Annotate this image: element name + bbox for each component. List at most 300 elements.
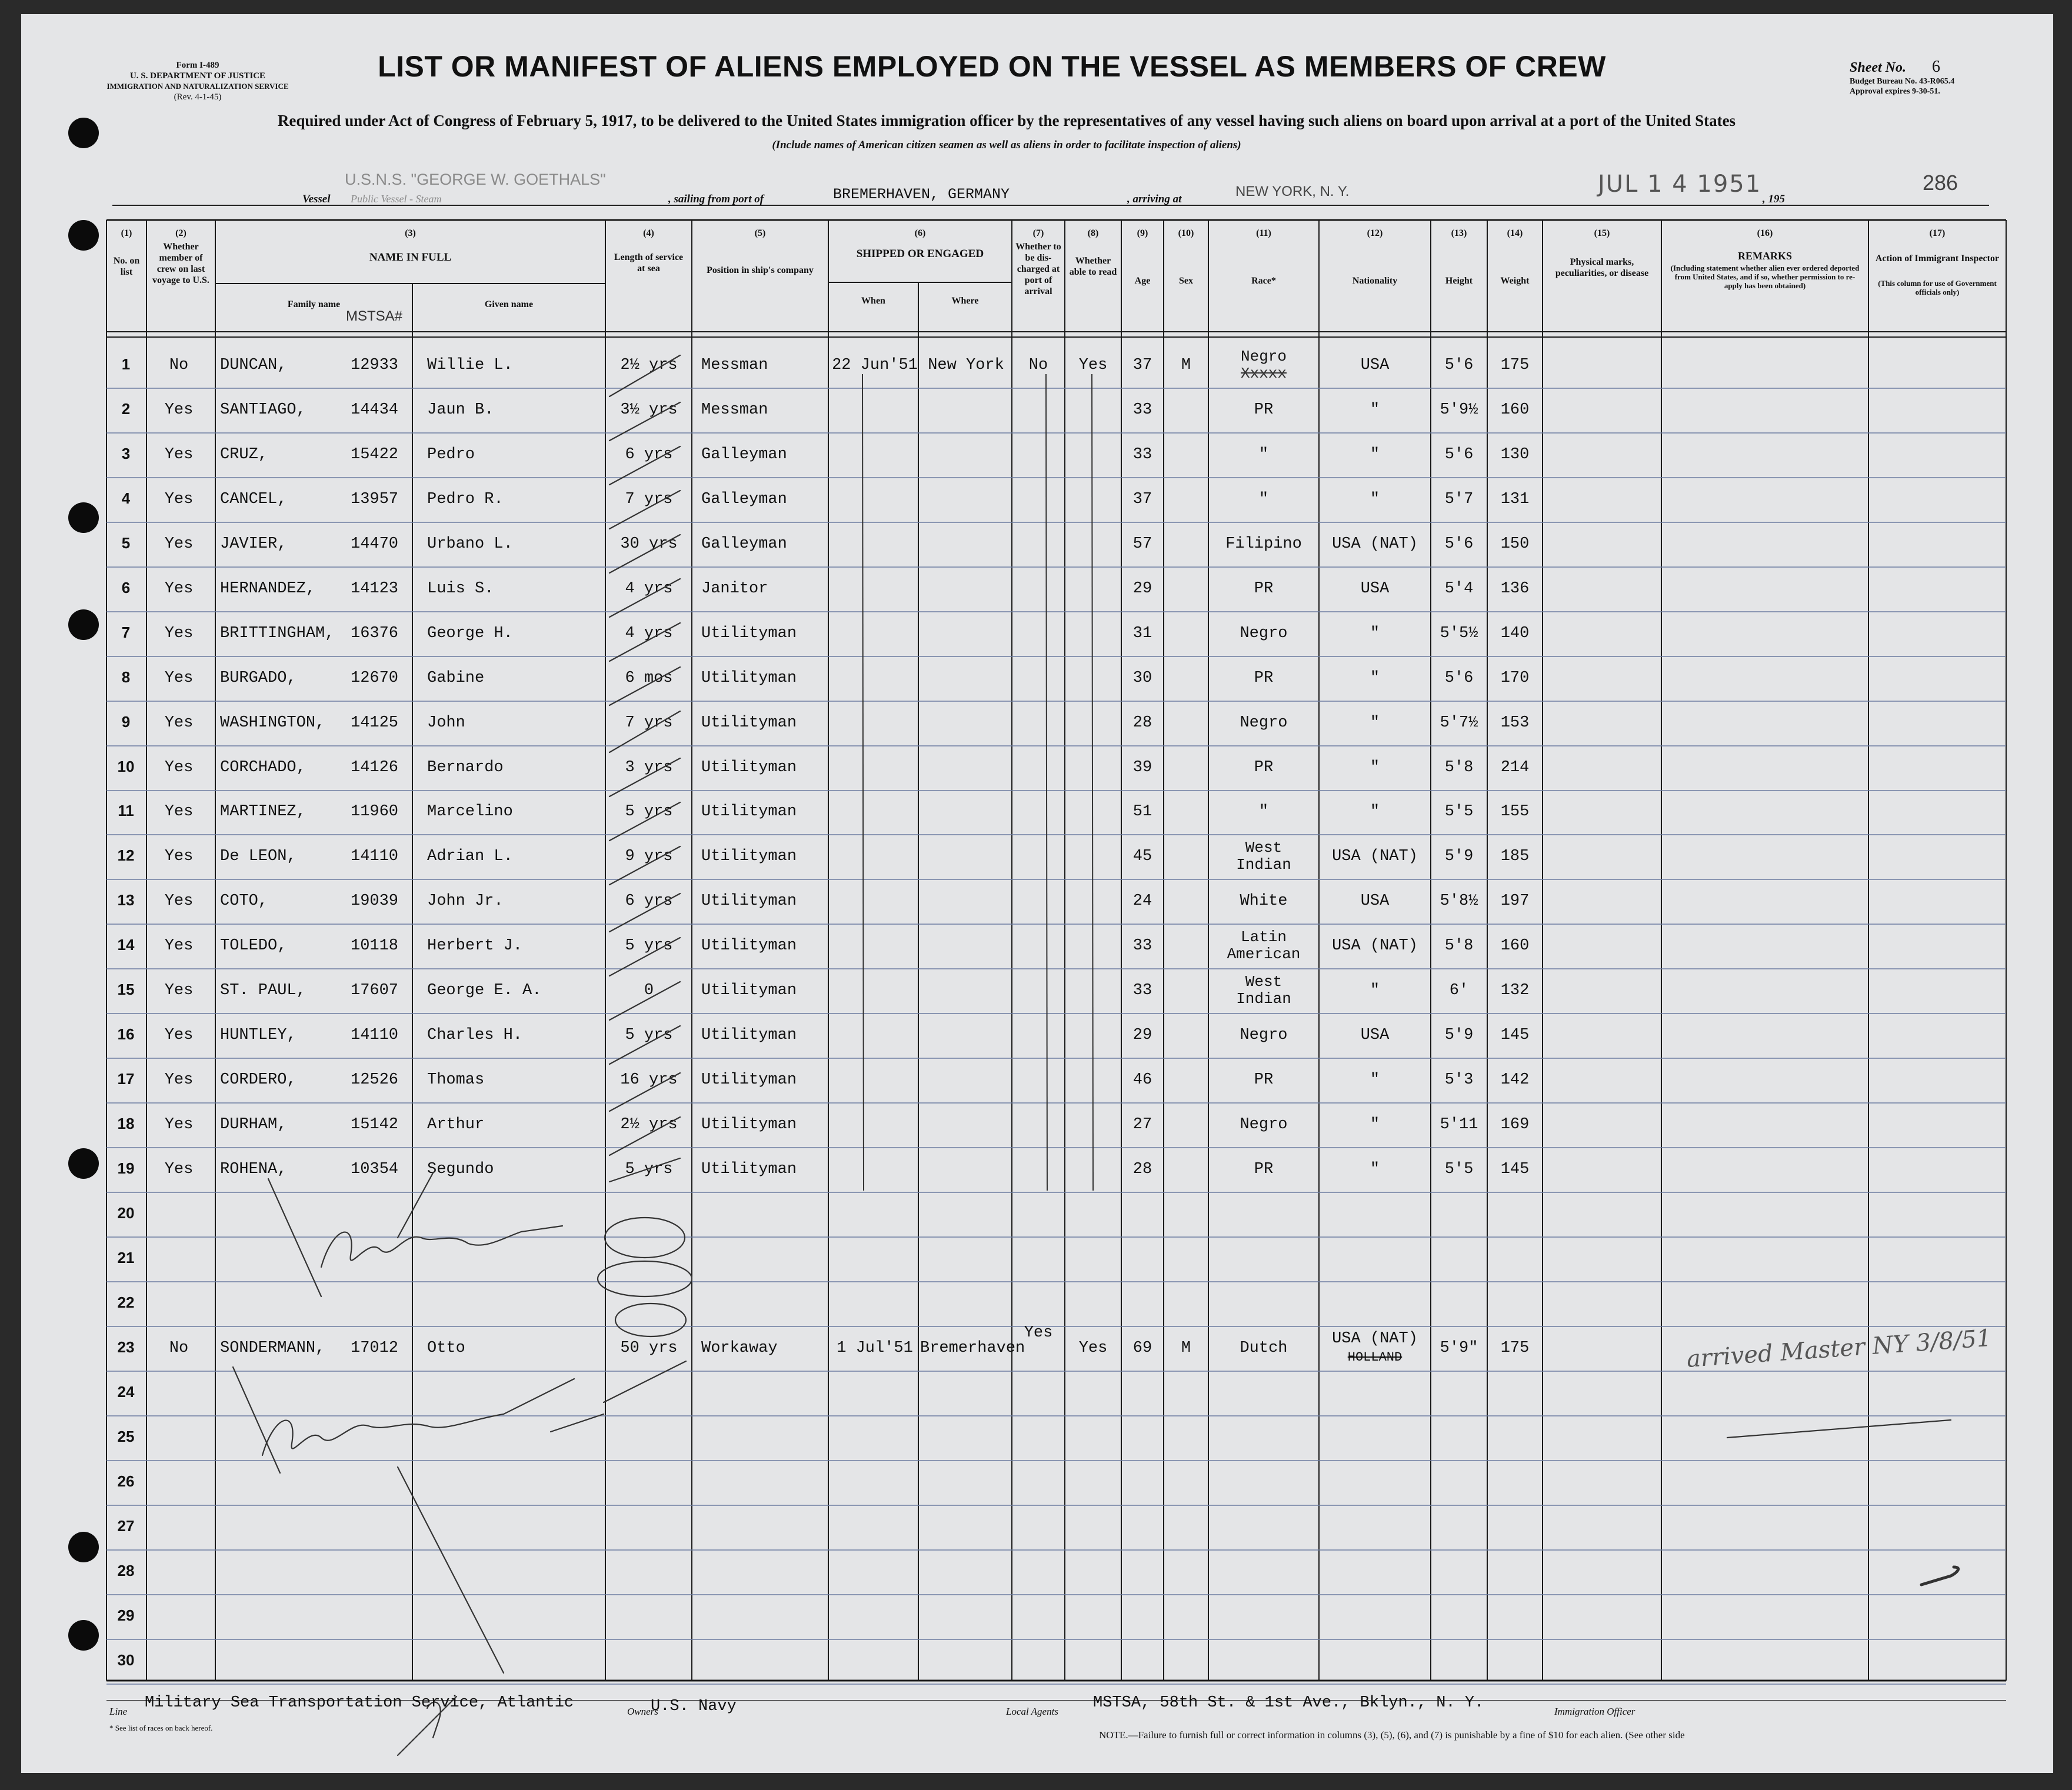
cell-service: 30 yrs xyxy=(620,535,678,553)
row-number: 21 xyxy=(117,1249,135,1266)
cell-nationality: " xyxy=(1370,803,1380,821)
form-dept: U. S. DEPARTMENT OF JUSTICE xyxy=(129,71,266,81)
cell-age: 51 xyxy=(1132,803,1152,821)
col4-num: (4) xyxy=(643,228,654,238)
row-number: 25 xyxy=(117,1428,135,1445)
cell-race-line2: Indian xyxy=(1236,990,1291,1008)
cell-service: 5 yrs xyxy=(625,937,673,955)
cell-family: CRUZ, xyxy=(220,446,268,464)
cell-given: Segundo xyxy=(427,1161,494,1178)
cell-family: ROHENA, xyxy=(220,1161,287,1178)
row-number: 14 xyxy=(117,936,135,954)
col5-num: (5) xyxy=(754,228,766,238)
row-number: 17 xyxy=(117,1070,135,1088)
col13-header: Height xyxy=(1445,276,1473,286)
cell-height: 6' xyxy=(1449,982,1469,999)
cell-age: 37 xyxy=(1132,491,1152,508)
cell-service: 5 yrs xyxy=(625,1161,673,1178)
cell-position: Janitor xyxy=(701,580,768,598)
cell-weight: 169 xyxy=(1500,1116,1530,1134)
cell-nationality: USA (NAT) xyxy=(1332,1330,1418,1348)
cell-given: George E. A. xyxy=(427,982,542,999)
col10-header: Sex xyxy=(1179,276,1193,286)
cell-mstsa: 14110 xyxy=(351,848,399,865)
cell-race-line1: White xyxy=(1240,892,1288,910)
cell-height: 5'7 xyxy=(1444,491,1474,508)
cell-family: TOLEDO, xyxy=(220,937,287,955)
cell-mstsa: 10118 xyxy=(351,937,399,955)
cell-nationality: " xyxy=(1370,982,1380,999)
cell-position: Utilityman xyxy=(701,982,797,999)
cell-weight: 214 xyxy=(1500,759,1530,776)
cell-race-line1: " xyxy=(1258,491,1269,508)
cell-service: 3 yrs xyxy=(625,759,673,776)
date-stamp: JUL 1 4 1951 xyxy=(1598,171,1762,198)
cell-height: 5'7½ xyxy=(1440,714,1478,732)
row-number: 1 xyxy=(121,355,131,373)
cell-position: Utilityman xyxy=(701,759,797,776)
cell-given: Pedro R. xyxy=(427,491,504,508)
cell-race-line1: Latin xyxy=(1240,928,1287,946)
row-number: 29 xyxy=(117,1606,135,1624)
cell-nationality: " xyxy=(1370,625,1380,642)
cell-given: Pedro xyxy=(427,446,475,464)
cell-height: 5'8 xyxy=(1444,937,1474,955)
cell-position: Utilityman xyxy=(701,669,797,687)
cell-nationality-struck: HOLLAND xyxy=(1347,1350,1403,1365)
cell-race-line1: Negro xyxy=(1240,714,1288,732)
col16-header: REMARKS xyxy=(1737,250,1792,262)
cell-nationality: " xyxy=(1370,759,1380,776)
cell-family: ST. PAUL, xyxy=(220,982,306,999)
cell-mstsa: 10354 xyxy=(351,1161,399,1178)
cell-prev: Yes xyxy=(164,535,194,553)
cell-race-line1: PR xyxy=(1254,1161,1274,1178)
cell-age: 57 xyxy=(1132,535,1152,553)
cell-service: 7 yrs xyxy=(625,714,673,732)
cell-age: 46 xyxy=(1132,1071,1152,1089)
cell-age: 28 xyxy=(1132,714,1152,732)
cell-height: 5'8½ xyxy=(1440,892,1478,910)
cell-nationality: " xyxy=(1370,669,1380,687)
cell-mstsa: 15142 xyxy=(351,1116,399,1134)
approval-note: Approval expires 9-30-51. xyxy=(1850,87,1940,96)
cell-family: MARTINEZ, xyxy=(220,803,306,821)
col1-header: No. on list xyxy=(113,256,140,277)
vessel-label: Vessel xyxy=(302,193,331,205)
cell-family: CORCHADO, xyxy=(220,759,306,776)
footer-agents-label: Local Agents xyxy=(1006,1706,1058,1717)
cell-service: 6 mos xyxy=(625,669,673,687)
cell-age: 33 xyxy=(1132,982,1152,999)
cell-given: George H. xyxy=(427,625,513,642)
cell-race-line1: " xyxy=(1258,446,1269,464)
cell-given: Adrian L. xyxy=(427,848,513,865)
cell-race-line1: West xyxy=(1245,973,1282,991)
cell-service: 5 yrs xyxy=(625,1026,673,1044)
cell-prev: Yes xyxy=(164,848,194,865)
cell-weight: 150 xyxy=(1500,535,1530,553)
col6-where-header: Where xyxy=(951,296,979,306)
cell-mstsa: 12670 xyxy=(351,669,399,687)
row-number: 8 xyxy=(121,668,131,686)
col7-num: (7) xyxy=(1032,228,1044,238)
cell-race-line1: Filipino xyxy=(1225,535,1302,553)
form-service: IMMIGRATION AND NATURALIZATION SERVICE xyxy=(106,82,289,91)
cell-height: 5'9½ xyxy=(1440,401,1478,419)
cell-height: 5'6 xyxy=(1444,356,1474,374)
cell-given: Jaun B. xyxy=(427,401,494,419)
col17-num: (17) xyxy=(1929,228,1946,238)
cell-read: Yes xyxy=(1078,356,1108,374)
col16-num: (16) xyxy=(1757,228,1773,238)
cell-weight: 131 xyxy=(1500,491,1530,508)
col15-header: Physical marks, peculiarities, or disease xyxy=(1555,257,1649,278)
page-stamp: 286 xyxy=(1923,171,1958,195)
cell-position: Galleyman xyxy=(701,491,787,508)
cell-prev: Yes xyxy=(164,1161,194,1178)
cell-position: Utilityman xyxy=(701,892,797,910)
cell-family: COTO, xyxy=(220,892,268,910)
cell-prev: Yes xyxy=(164,803,194,821)
cell-given: John Jr. xyxy=(427,892,504,910)
cell-race-line1: " xyxy=(1258,803,1269,821)
cell-service: 9 yrs xyxy=(625,848,673,865)
cell-family: BRITTINGHAM, xyxy=(220,625,335,642)
sailing-port: BREMERHAVEN, GERMANY xyxy=(833,186,1010,203)
cell-prev: Yes xyxy=(164,937,194,955)
cell-race-line1: PR xyxy=(1254,401,1274,419)
cell-weight: 175 xyxy=(1500,1339,1530,1357)
cell-mstsa: 14126 xyxy=(351,759,399,776)
row-number: 30 xyxy=(117,1651,135,1669)
cell-race-line2: Indian xyxy=(1236,856,1291,874)
cell-prev: No xyxy=(169,1339,189,1357)
col6-header: SHIPPED OR ENGAGED xyxy=(856,248,984,260)
row-number: 7 xyxy=(121,624,131,641)
footer-note: NOTE.—Failure to furnish full or correct information in columns (3), (5), (6), and (7) is punishable by a fine of $10 for each alien. (See other side xyxy=(1099,1729,1685,1741)
cell-height: 5'3 xyxy=(1444,1071,1474,1089)
cell-service: 2½ yrs xyxy=(620,1116,678,1134)
cell-weight: 145 xyxy=(1500,1161,1530,1178)
cell-height: 5'6 xyxy=(1444,535,1474,553)
cell-service: 6 yrs xyxy=(625,892,673,910)
col11-header: Race* xyxy=(1251,276,1276,286)
cell-mstsa: 15422 xyxy=(351,446,399,464)
cell-position: Messman xyxy=(701,356,768,374)
remark-handwriting: arrived Master NY 3/8/51 xyxy=(1685,1324,1993,1373)
row-number: 28 xyxy=(117,1562,135,1579)
col4-header: Length of service at sea xyxy=(614,252,684,274)
cell-nationality: " xyxy=(1370,401,1380,419)
page-title: LIST OR MANIFEST OF ALIENS EMPLOYED ON THE VESSEL AS MEMBERS OF CREW xyxy=(378,50,1606,83)
col3-family-header: Family name xyxy=(287,299,341,309)
cell-mstsa: 17607 xyxy=(351,982,399,999)
cell-family: JAVIER, xyxy=(220,535,287,553)
cell-mstsa: 19039 xyxy=(351,892,399,910)
col16-note: (Including statement whether alien ever ordered deported from United States, and if so, whether permission to re-apply has been obtained) xyxy=(1670,264,1860,290)
cell-nationality: USA (NAT) xyxy=(1332,848,1418,865)
cell-age: 24 xyxy=(1132,892,1152,910)
cell-family: DUNCAN, xyxy=(220,356,287,374)
sheet-number: 6 xyxy=(1932,58,1940,76)
cell-mstsa: 14110 xyxy=(351,1026,399,1044)
cell-height: 5'6 xyxy=(1444,446,1474,464)
row-number: 13 xyxy=(117,891,135,909)
cell-position: Utilityman xyxy=(701,803,797,821)
cell-height: 5'5 xyxy=(1444,1161,1474,1178)
cell-where: Bremerhaven xyxy=(920,1339,1025,1357)
col1-num: (1) xyxy=(121,228,132,238)
cell-service: 0 xyxy=(644,982,654,999)
col8-header: Whether able to read xyxy=(1069,256,1117,277)
cell-given: Thomas xyxy=(427,1071,485,1089)
cell-age: 45 xyxy=(1132,848,1152,865)
cell-age: 39 xyxy=(1132,759,1152,776)
cell-position: Utilityman xyxy=(701,714,797,732)
cell-height: 5'8 xyxy=(1444,759,1474,776)
cell-age: 29 xyxy=(1132,1026,1152,1044)
cell-sex: M xyxy=(1181,356,1191,374)
cell-race-line1: PR xyxy=(1254,669,1274,687)
row-number: 6 xyxy=(121,579,131,596)
col14-header: Weight xyxy=(1500,276,1530,286)
sheet-label: Sheet No. xyxy=(1850,60,1906,75)
cell-position: Utilityman xyxy=(701,1161,797,1178)
col11-num: (11) xyxy=(1256,228,1271,238)
cell-family: SANTIAGO, xyxy=(220,401,306,419)
cell-position: Utilityman xyxy=(701,1116,797,1134)
cell-weight: 132 xyxy=(1500,982,1530,999)
cell-prev: Yes xyxy=(164,982,194,999)
cell-prev: Yes xyxy=(164,1026,194,1044)
cell-nationality: " xyxy=(1370,1071,1380,1089)
cell-discharge: No xyxy=(1028,356,1048,374)
cell-service: 3½ yrs xyxy=(620,401,678,419)
cell-position: Utilityman xyxy=(701,625,797,642)
cell-weight: 160 xyxy=(1500,401,1530,419)
footer-officer-label: Immigration Officer xyxy=(1554,1706,1635,1717)
cell-nationality: " xyxy=(1370,1161,1380,1178)
cell-sex: M xyxy=(1181,1339,1191,1357)
vessel-subtype: Public Vessel - Steam xyxy=(351,193,442,205)
cell-nationality: USA xyxy=(1360,892,1390,910)
cell-weight: 155 xyxy=(1500,803,1530,821)
footer-owners-value: U.S. Navy xyxy=(651,1698,737,1715)
cell-position: Utilityman xyxy=(701,848,797,865)
cell-prev: Yes xyxy=(164,759,194,776)
cell-nationality: USA xyxy=(1360,356,1390,374)
col9-header: Age xyxy=(1134,276,1151,286)
cell-weight: 153 xyxy=(1500,714,1530,732)
cell-position: Galleyman xyxy=(701,535,787,553)
row-number: 9 xyxy=(121,713,131,731)
cell-given: Arthur xyxy=(427,1116,485,1134)
cell-prev: Yes xyxy=(164,446,194,464)
row-number: 3 xyxy=(121,445,131,462)
cell-mstsa: 14123 xyxy=(351,580,399,598)
cell-prev: Yes xyxy=(164,625,194,642)
cell-weight: 142 xyxy=(1500,1071,1530,1089)
row-number: 23 xyxy=(117,1338,135,1356)
cell-race-line2: Xxxxx xyxy=(1240,365,1287,382)
row-number: 18 xyxy=(117,1115,135,1132)
row-number: 26 xyxy=(117,1472,135,1490)
cell-nationality: USA xyxy=(1360,1026,1390,1044)
cell-prev: Yes xyxy=(164,1071,194,1089)
row-number: 10 xyxy=(117,758,135,775)
cell-when: 1 Jul'51 xyxy=(837,1339,913,1357)
pen-marks xyxy=(21,14,2053,1773)
footer-agents-value: MSTSA, 58th St. & 1st Ave., Bklyn., N. Y. xyxy=(1093,1694,1484,1712)
cell-height: 5'9" xyxy=(1440,1339,1478,1357)
cell-height: 5'4 xyxy=(1444,580,1474,598)
row-number: 2 xyxy=(121,400,131,418)
col14-num: (14) xyxy=(1507,228,1523,238)
col12-num: (12) xyxy=(1367,228,1383,238)
cell-prev: No xyxy=(169,356,189,374)
cell-nationality: " xyxy=(1370,1116,1380,1134)
col15-num: (15) xyxy=(1594,228,1610,238)
cell-given: Willie L. xyxy=(427,356,513,374)
cell-height: 5'5 xyxy=(1444,803,1474,821)
cell-family: BURGADO, xyxy=(220,669,297,687)
cell-mstsa: 17012 xyxy=(351,1339,399,1357)
cell-race-line1: Negro xyxy=(1240,1026,1288,1044)
cell-height: 5'9 xyxy=(1444,1026,1474,1044)
cell-mstsa: 14434 xyxy=(351,401,399,419)
cell-family: CORDERO, xyxy=(220,1071,297,1089)
row-number: 22 xyxy=(117,1294,135,1311)
footer-line-value: Military Sea Transportation Service, Atlantic xyxy=(145,1694,574,1712)
cell-age: 33 xyxy=(1132,401,1152,419)
mstsa-stamp: MSTSA# xyxy=(346,308,403,324)
cell-family: DURHAM, xyxy=(220,1116,287,1134)
cell-age: 31 xyxy=(1132,625,1152,642)
cell-service: 2½ yrs xyxy=(620,356,678,374)
cell-service: 16 yrs xyxy=(620,1071,678,1089)
cell-service: 7 yrs xyxy=(625,491,673,508)
cell-race-line1: Negro xyxy=(1240,348,1287,365)
cell-mstsa: 13957 xyxy=(351,491,399,508)
row-number: 11 xyxy=(118,802,134,819)
footer-line-label: Line xyxy=(109,1706,128,1717)
cell-age: 29 xyxy=(1132,580,1152,598)
row-number: 27 xyxy=(117,1517,135,1535)
cell-position: Workaway xyxy=(701,1339,778,1357)
cell-prev: Yes xyxy=(164,1116,194,1134)
col6-when-header: When xyxy=(861,296,885,306)
cell-weight: 130 xyxy=(1500,446,1530,464)
col5-header: Position in ship's company xyxy=(707,265,814,275)
cell-race-line1: West xyxy=(1245,839,1282,856)
vessel-name: U.S.N.S. "GEORGE W. GOETHALS" xyxy=(345,171,606,188)
cell-weight: 160 xyxy=(1500,937,1530,955)
cell-race-line1: Negro xyxy=(1240,625,1288,642)
footer-races-note: * See list of races on back hereof. xyxy=(109,1724,213,1732)
cell-where: New York xyxy=(928,356,1004,374)
cell-prev: Yes xyxy=(164,892,194,910)
cell-service: 5 yrs xyxy=(625,803,673,821)
cell-age: 33 xyxy=(1132,446,1152,464)
cell-discharge: Yes xyxy=(1024,1324,1053,1342)
cell-family: De LEON, xyxy=(220,848,297,865)
cell-prev: Yes xyxy=(164,491,194,508)
cell-service: 50 yrs xyxy=(620,1339,678,1357)
cell-race-line1: PR xyxy=(1254,580,1274,598)
subtitle: Required under Act of Congress of February 5, 1917, to be delivered to the United States immigration officer by the representatives of any vessel having such aliens on board upon arrival at a port of the United States xyxy=(277,112,1736,129)
cell-given: John xyxy=(427,714,465,732)
col17-note: (This column for use of Government officials only) xyxy=(1878,279,1997,296)
cell-given: Charles H. xyxy=(427,1026,523,1044)
cell-nationality: " xyxy=(1370,714,1380,732)
cell-height: 5'5½ xyxy=(1440,625,1478,642)
cell-age: 30 xyxy=(1132,669,1152,687)
cell-race-line1: PR xyxy=(1254,1071,1274,1089)
cell-mstsa: 12933 xyxy=(351,356,399,374)
cell-position: Utilityman xyxy=(701,1026,797,1044)
cell-position: Utilityman xyxy=(701,937,797,955)
arriving-label: , arriving at xyxy=(1127,193,1182,205)
col8-num: (8) xyxy=(1087,228,1099,238)
cell-height: 5'11 xyxy=(1440,1116,1478,1134)
col17-header: Action of Immigrant Inspector xyxy=(1875,254,2000,264)
col7-header: Whether to be dis-charged at port of arrival xyxy=(1015,242,1061,296)
subnote: (Include names of American citizen seamen as well as aliens in order to facilitate inspection of aliens) xyxy=(772,139,1241,151)
year-label: , 195 xyxy=(1763,193,1785,205)
cell-nationality: " xyxy=(1370,491,1380,508)
cell-nationality: USA (NAT) xyxy=(1332,937,1418,955)
cell-race-line1: PR xyxy=(1254,759,1274,776)
cell-weight: 136 xyxy=(1500,580,1530,598)
col2-num: (2) xyxy=(175,228,186,238)
cell-position: Messman xyxy=(701,401,768,419)
cell-family: SONDERMANN, xyxy=(220,1339,325,1357)
footer-owners-label: Owners xyxy=(627,1706,658,1717)
col10-num: (10) xyxy=(1178,228,1194,238)
cell-weight: 175 xyxy=(1500,356,1530,374)
arriving-port: NEW YORK, N. Y. xyxy=(1235,184,1350,199)
cell-prev: Yes xyxy=(164,401,194,419)
cell-race-line1: Dutch xyxy=(1240,1339,1288,1357)
cell-nationality: " xyxy=(1370,446,1380,464)
col12-header: Nationality xyxy=(1352,276,1398,286)
cell-age: 27 xyxy=(1132,1116,1152,1134)
cell-given: Herbert J. xyxy=(427,937,523,955)
cell-prev: Yes xyxy=(164,580,194,598)
cell-weight: 170 xyxy=(1500,669,1530,687)
row-number: 15 xyxy=(117,981,135,998)
cell-given: Otto xyxy=(427,1339,465,1357)
row-number: 5 xyxy=(121,534,131,552)
row-number: 19 xyxy=(117,1159,135,1177)
cell-given: Urbano L. xyxy=(427,535,513,553)
cell-service: 4 yrs xyxy=(625,580,673,598)
row-number: 16 xyxy=(117,1025,135,1043)
cell-prev: Yes xyxy=(164,669,194,687)
cell-given: Gabine xyxy=(427,669,485,687)
col6-num: (6) xyxy=(914,228,926,238)
cell-given: Marcelino xyxy=(427,803,513,821)
cell-height: 5'9 xyxy=(1444,848,1474,865)
cell-family: CANCEL, xyxy=(220,491,287,508)
row-number: 24 xyxy=(117,1383,135,1401)
cell-given: Luis S. xyxy=(427,580,494,598)
cell-mstsa: 14470 xyxy=(351,535,399,553)
cell-race-line2: American xyxy=(1227,945,1301,963)
cell-service: 6 yrs xyxy=(625,446,673,464)
cell-family: HUNTLEY, xyxy=(220,1026,297,1044)
